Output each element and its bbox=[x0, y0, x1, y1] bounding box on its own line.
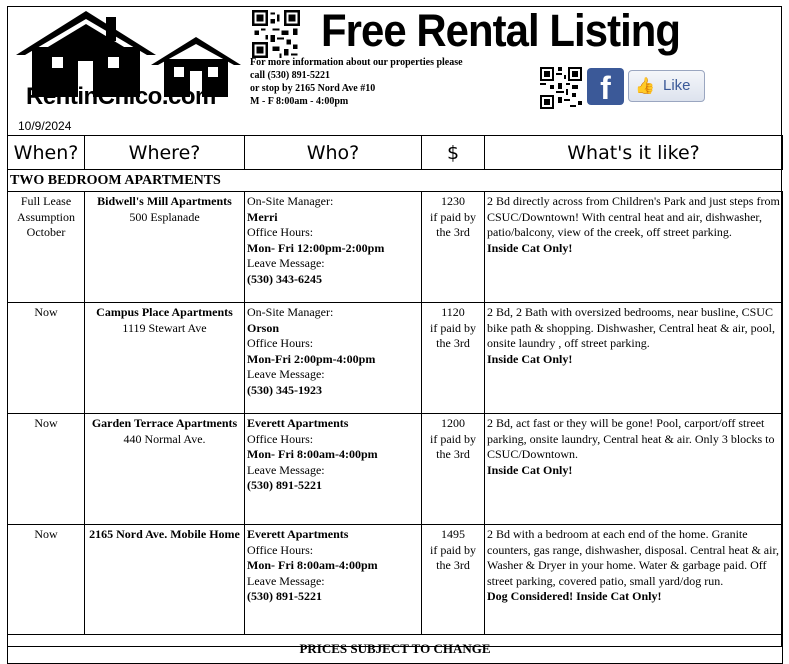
office-hours-label: Office Hours: bbox=[247, 336, 314, 351]
availability-cell bbox=[8, 192, 85, 303]
location-cell bbox=[85, 414, 245, 525]
contact-line: For more information about our properties please bbox=[250, 57, 463, 68]
description-text: 2 Bd, act fast or they will be gone! Pool, carport/off street parking, onsite laundry, Central heat & air. Only 3 blocks to CSUC/Downtown. bbox=[487, 416, 775, 462]
price-note: the 3rd bbox=[436, 558, 470, 573]
contact-info bbox=[250, 56, 463, 108]
availability-line: Now bbox=[34, 527, 58, 541]
contact-cell bbox=[245, 414, 422, 525]
price-note: if paid by bbox=[430, 320, 476, 335]
office-hours: Mon- Fri 12:00pm-2:00pm bbox=[247, 240, 385, 255]
price-note: if paid by bbox=[430, 542, 476, 557]
availability-cell bbox=[8, 525, 85, 635]
like-button-label: Like bbox=[663, 77, 691, 94]
brand-wordmark[interactable]: RentinChico.com bbox=[26, 83, 216, 110]
leave-message-label: Leave Message: bbox=[247, 367, 325, 382]
availability-line: Now bbox=[34, 416, 58, 430]
leave-message-label: Leave Message: bbox=[247, 256, 325, 271]
description-cell bbox=[485, 414, 783, 525]
column-header-who: Who? bbox=[245, 136, 422, 170]
manager-name: Everett Apartments bbox=[247, 527, 349, 541]
contact-line: or stop by 2165 Nord Ave #10 bbox=[250, 83, 376, 94]
price-cell bbox=[422, 303, 485, 414]
listings-table bbox=[7, 135, 783, 664]
section-header bbox=[8, 170, 783, 192]
price-note: the 3rd bbox=[436, 225, 470, 240]
property-name: Garden Terrace Apartments bbox=[91, 416, 238, 430]
phone-number[interactable]: (530) 345-1923 bbox=[247, 382, 322, 397]
contact-cell bbox=[245, 303, 422, 414]
property-name: Campus Place Apartments bbox=[96, 305, 233, 319]
page-title: Free Rental Listing bbox=[321, 5, 681, 56]
phone-number[interactable]: (530) 891-5221 bbox=[247, 478, 322, 493]
phone-number[interactable]: (530) 343-6245 bbox=[247, 271, 322, 286]
price-cell bbox=[422, 525, 485, 635]
price-cell bbox=[422, 192, 485, 303]
office-hours: Mon-Fri 2:00pm-4:00pm bbox=[247, 351, 376, 366]
manager-label: On-Site Manager: bbox=[247, 194, 334, 208]
listing-row bbox=[8, 192, 783, 303]
section-title: TWO BEDROOM APARTMENTS bbox=[8, 170, 783, 192]
like-thumb-icon: 👍 bbox=[635, 78, 655, 95]
header bbox=[8, 7, 781, 110]
property-address: 440 Normal Ave. bbox=[123, 431, 206, 446]
footer-row bbox=[8, 635, 783, 664]
price-cell bbox=[422, 414, 485, 525]
office-hours-label: Office Hours: bbox=[247, 542, 314, 557]
office-hours: Mon- Fri 8:00am-4:00pm bbox=[247, 558, 378, 573]
location-cell bbox=[85, 192, 245, 303]
contact-cell bbox=[245, 525, 422, 635]
property-name: 2165 Nord Ave. Mobile Home bbox=[89, 527, 240, 541]
rent-price: 1200 bbox=[441, 416, 465, 430]
column-header-price: $ bbox=[422, 136, 485, 170]
listing-row bbox=[8, 303, 783, 414]
pet-policy: Inside Cat Only! bbox=[487, 240, 573, 255]
column-header-when: When? bbox=[8, 136, 85, 170]
column-headers bbox=[8, 136, 783, 170]
property-address: 1119 Stewart Ave bbox=[122, 320, 207, 335]
leave-message-label: Leave Message: bbox=[247, 573, 325, 588]
leave-message-label: Leave Message: bbox=[247, 462, 325, 477]
price-note: the 3rd bbox=[436, 447, 470, 462]
description-cell bbox=[485, 525, 783, 635]
location-cell bbox=[85, 525, 245, 635]
availability-line: Full Lease bbox=[20, 194, 72, 208]
office-hours-label: Office Hours: bbox=[247, 225, 314, 240]
facebook-icon[interactable]: f bbox=[587, 68, 624, 105]
qr-code-icon[interactable] bbox=[252, 10, 300, 58]
price-note: if paid by bbox=[430, 431, 476, 446]
office-hours-label: Office Hours: bbox=[247, 431, 314, 446]
manager-name: Everett Apartments bbox=[247, 416, 349, 430]
phone-number[interactable]: (530) 891-5221 bbox=[247, 589, 322, 604]
like-button[interactable] bbox=[628, 70, 705, 102]
office-hours: Mon- Fri 8:00am-4:00pm bbox=[247, 447, 378, 462]
property-address: 500 Esplanade bbox=[129, 209, 200, 224]
contact-line: M - F 8:00am - 4:00pm bbox=[250, 96, 349, 107]
pet-policy: Inside Cat Only! bbox=[487, 351, 573, 366]
price-note: if paid by bbox=[430, 209, 476, 224]
availability-line: Now bbox=[34, 305, 58, 319]
availability-cell bbox=[8, 303, 85, 414]
contact-cell bbox=[245, 192, 422, 303]
description-text: 2 Bd directly across from Children's Park and just steps from CSUC/Downtown! With central heat and air, dishwasher, patio/balcony, view of the creek, off street parking. bbox=[487, 194, 780, 240]
manager-label: On-Site Manager: bbox=[247, 305, 334, 319]
availability-cell bbox=[8, 414, 85, 525]
property-name: Bidwell's Mill Apartments bbox=[97, 194, 232, 208]
pet-policy: Dog Considered! Inside Cat Only! bbox=[487, 589, 662, 604]
rental-listing-sheet bbox=[7, 5, 782, 656]
location-cell bbox=[85, 303, 245, 414]
pet-policy: Inside Cat Only! bbox=[487, 462, 573, 477]
contact-line: call (530) 891-5221 bbox=[250, 70, 330, 81]
description-text: 2 Bd, 2 Bath with oversized bedrooms, near busline, CSUC bike path & shopping. Dishwasher, Central heat & air, pool, onsite laundry , off street parking. bbox=[487, 305, 775, 351]
manager-name: Merri bbox=[247, 209, 278, 224]
listing-row bbox=[8, 414, 783, 525]
availability-line: Assumption bbox=[16, 209, 75, 224]
manager-name: Orson bbox=[247, 320, 280, 335]
column-header-description: What's it like? bbox=[485, 136, 783, 170]
description-cell bbox=[485, 192, 783, 303]
rent-price: 1230 bbox=[441, 194, 465, 208]
qr-code-icon[interactable] bbox=[540, 67, 582, 109]
description-cell bbox=[485, 303, 783, 414]
price-note: the 3rd bbox=[436, 336, 470, 351]
price-disclaimer: PRICES SUBJECT TO CHANGE bbox=[8, 635, 783, 664]
column-header-where: Where? bbox=[85, 136, 245, 170]
rent-price: 1120 bbox=[441, 305, 465, 319]
listing-row bbox=[8, 525, 783, 635]
description-text: 2 Bd with a bedroom at each end of the home. Granite counters, gas range, dishwasher, disposal. Central heat & air, Washer & Dryer in your home. Water & garbage paid. Off street parking, covered patio, small yard/dog run. bbox=[487, 527, 779, 588]
rent-price: 1495 bbox=[441, 527, 465, 541]
availability-line: October bbox=[26, 225, 66, 240]
listing-date: 10/9/2024 bbox=[18, 119, 72, 133]
